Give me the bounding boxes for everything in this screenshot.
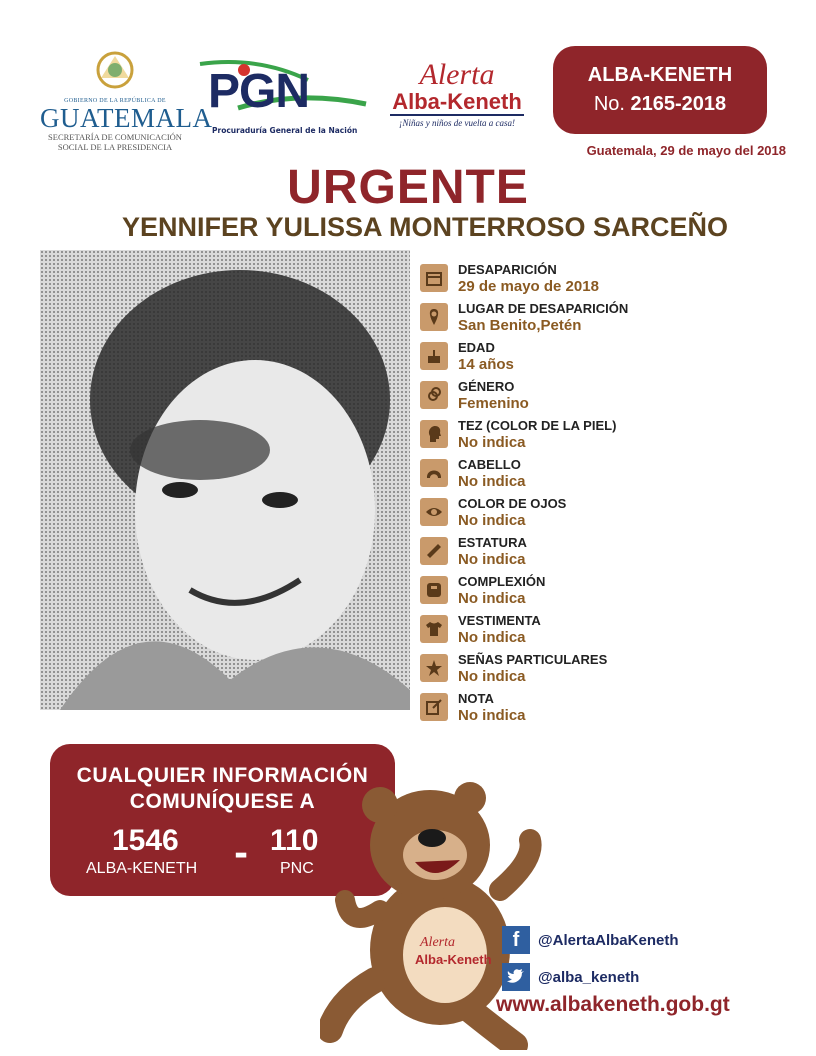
- detail-label: COMPLEXIÓN: [458, 574, 546, 589]
- detail-value: Femenino: [458, 395, 529, 412]
- issue-date: Guatemala, 29 de mayo del 2018: [586, 143, 786, 158]
- mascot-belly-word: Alerta: [420, 935, 455, 950]
- shirt-icon: [420, 615, 448, 643]
- facebook-handle[interactable]: @AlertaAlbaKeneth: [538, 931, 679, 949]
- detail-row-cabello: [420, 457, 800, 496]
- detail-row-genero: [420, 379, 800, 418]
- detail-row-lugar: [420, 301, 800, 340]
- detail-label: EDAD: [458, 340, 495, 355]
- secretaria-line-1: SECRETARÍA DE COMUNICACIÓN: [48, 132, 182, 142]
- detail-label: VESTIMENTA: [458, 613, 541, 628]
- phone-pnc-label: PNC: [280, 860, 314, 877]
- detail-value: No indica: [458, 434, 526, 451]
- gender-icon: [420, 381, 448, 409]
- twitter-bird-icon: [502, 963, 530, 991]
- mascot-belly-name: Alba-Keneth: [415, 952, 492, 967]
- detail-row-edad: [420, 340, 800, 379]
- detail-label: COLOR DE OJOS: [458, 496, 567, 511]
- detail-label: DESAPARICIÓN: [458, 262, 557, 277]
- phone-alba-keneth: 1546: [112, 824, 179, 857]
- missing-person-photo: [40, 250, 410, 710]
- missing-person-name: YENNIFER YULISSA MONTERROSO SARCEÑO: [121, 212, 729, 242]
- pgn-wordmark: PGN: [208, 65, 310, 118]
- eye-icon: [420, 498, 448, 526]
- case-number: 2165-2018: [630, 93, 727, 115]
- pgn-logo: [198, 60, 368, 142]
- guatemala-wordmark: GUATEMALA: [40, 103, 213, 133]
- alerta-tagline: ¡Niñas y niños de vuelta a casa!: [399, 118, 515, 128]
- detail-row-senas: [420, 652, 800, 691]
- twitter-row[interactable]: [502, 962, 792, 992]
- detail-value: No indica: [458, 473, 526, 490]
- alba-keneth-wordmark: Alba-Keneth: [392, 89, 522, 114]
- government-top-line: GOBIERNO DE LA REPÚBLICA DE: [64, 98, 166, 104]
- detail-label: NOTA: [458, 691, 494, 706]
- phone-separator: -: [234, 834, 249, 874]
- scale-icon: [420, 576, 448, 604]
- calendar-icon: [420, 264, 448, 292]
- head-profile-icon: [420, 420, 448, 448]
- detail-row-desaparicion: [420, 262, 800, 301]
- phone-alba-keneth-label: ALBA-KENETH: [86, 860, 198, 877]
- detail-row-ojos: [420, 496, 800, 535]
- location-pin-icon: [420, 303, 448, 331]
- detail-value: No indica: [458, 590, 526, 607]
- detail-value: No indica: [458, 512, 526, 529]
- hair-icon: [420, 459, 448, 487]
- detail-value: No indica: [458, 668, 526, 685]
- detail-value: No indica: [458, 551, 526, 568]
- contact-line-2: COMUNÍQUESE A: [129, 790, 316, 813]
- detail-value: 29 de mayo de 2018: [458, 278, 599, 295]
- website-link[interactable]: www.albakeneth.gob.gt: [496, 993, 730, 1016]
- star-icon: [420, 654, 448, 682]
- detail-value: No indica: [458, 707, 526, 724]
- urgent-title: URGENTE: [287, 161, 529, 214]
- detail-value: San Benito,Petén: [458, 317, 582, 334]
- secretaria-line-2: SOCIAL DE LA PRESIDENCIA: [57, 142, 173, 152]
- detail-label: ESTATURA: [458, 535, 527, 550]
- twitter-handle[interactable]: @alba_keneth: [538, 968, 640, 986]
- case-number-prefix: No.: [593, 93, 625, 115]
- ruler-icon: [420, 537, 448, 565]
- detail-label: LUGAR DE DESAPARICIÓN: [458, 301, 629, 316]
- guatemala-coat-of-arms-icon: [93, 48, 137, 92]
- birthday-cake-icon: [420, 342, 448, 370]
- detail-row-estatura: [420, 535, 800, 574]
- alerta-alba-keneth-logo: [382, 60, 532, 140]
- detail-value: No indica: [458, 629, 526, 646]
- detail-label: TEZ (COLOR DE LA PIEL): [458, 418, 617, 433]
- case-number-box: [553, 46, 767, 134]
- case-program: ALBA-KENETH: [587, 64, 733, 86]
- detail-row-vestimenta: [420, 613, 800, 652]
- detail-label: SEÑAS PARTICULARES: [458, 652, 608, 667]
- facebook-icon: f: [502, 926, 530, 954]
- detail-label: CABELLO: [458, 457, 521, 472]
- detail-label: GÉNERO: [458, 379, 515, 394]
- edit-note-icon: [420, 693, 448, 721]
- case-number-line: [553, 93, 767, 116]
- detail-row-complexion: [420, 574, 800, 613]
- facebook-row[interactable]: [502, 925, 792, 955]
- details-list: [420, 262, 800, 730]
- phone-pnc: 110: [270, 824, 319, 857]
- portrait-image: [40, 250, 410, 710]
- detail-row-tez: [420, 418, 800, 457]
- alerta-word: Alerta: [419, 58, 495, 91]
- pgn-subtitle: Procuraduría General de la Nación: [212, 126, 358, 135]
- contact-line-1: CUALQUIER INFORMACIÓN: [76, 764, 369, 787]
- guatemala-government-logo: [40, 48, 213, 158]
- detail-row-nota: [420, 691, 800, 730]
- detail-value: 14 años: [458, 356, 514, 373]
